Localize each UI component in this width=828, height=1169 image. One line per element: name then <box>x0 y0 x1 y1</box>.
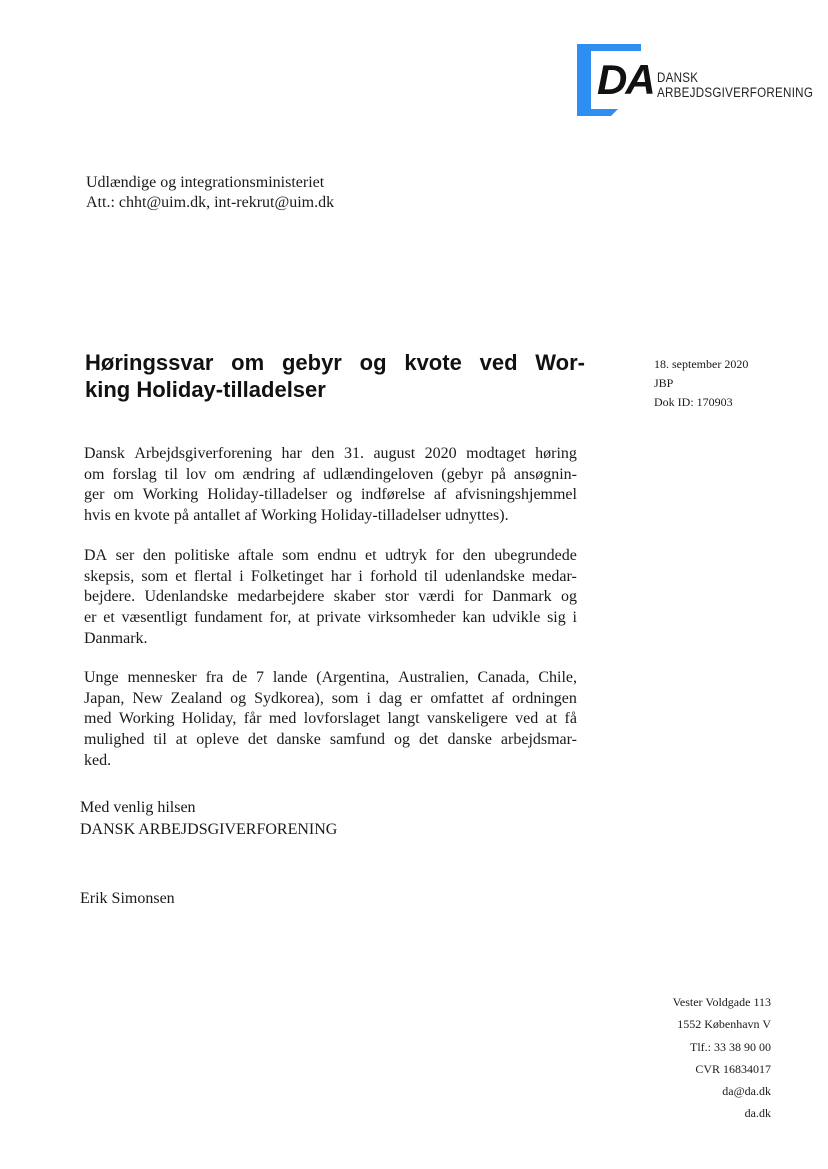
logo-wordmark <box>657 70 813 100</box>
recipient-line-2: Att.: chht@uim.dk, int-rekrut@uim.dk <box>86 194 335 211</box>
paragraph-1-line-1: Dansk Arbejdsgiverforening har den 31. august 2020 modtaget høring <box>84 445 577 462</box>
recipient-address <box>86 173 334 213</box>
paragraph-2-line-5: Danmark. <box>84 629 148 647</box>
paragraph-1-line-4: hvis en kvote på antallet af Working Holiday-tilladelser udnyttes). <box>84 507 509 525</box>
paragraph-3-line-5: ked. <box>84 751 112 769</box>
footer-email: da@da.dk <box>722 1084 771 1099</box>
recipient-line-1: Udlændige og integrationsministeriet <box>86 174 325 191</box>
footer-phone: Tlf.: 33 38 90 00 <box>690 1039 771 1054</box>
logo-name-line1: DANSK <box>657 70 699 85</box>
meta-doc-id: Dok ID: 170903 <box>654 395 733 409</box>
paragraph-3-line-2: Japan, New Zealand og Sydkorea), som i dag er omfattet af ordningen <box>84 689 577 707</box>
footer-street: Vester Voldgade 113 <box>672 995 771 1009</box>
paragraph-1-line-2: om forslag til lov om ændring af udlændingeloven (gebyr på ansøgnin- <box>84 465 577 483</box>
logo-da-letters: DA <box>597 56 654 103</box>
paragraph-3-line-3: med Working Holiday, får med lovforslaget langt vanskeligere ved at få <box>84 710 577 728</box>
paragraph-3-line-1: Unge mennesker fra de 7 lande (Argentina, Australien, Canada, Chile, <box>84 669 577 686</box>
closing-organization: DANSK ARBEJDSGIVERFORENING <box>80 821 338 838</box>
footer-city: 1552 København V <box>677 1017 771 1032</box>
closing-block <box>80 797 337 841</box>
closing-greeting: Med venlig hilsen <box>80 799 196 816</box>
meta-date: 18. september 2020 <box>654 357 749 371</box>
paragraph-2-line-2: skepsis, som et flertal i Folketinget har i forhold til udenlandske medar- <box>84 567 577 585</box>
document-meta <box>654 355 748 412</box>
footer-cvr: CVR 16834017 <box>695 1061 771 1076</box>
footer-contact <box>673 991 771 1125</box>
paragraph-3-line-4: mulighed til at opleve det danske samfund og det danske arbejdsmar- <box>84 731 577 749</box>
paragraph-2-line-1: DA ser den politiske aftale som endnu et udtryk for den ubegrundede <box>84 547 577 564</box>
company-logo <box>577 44 814 118</box>
body-paragraph-3 <box>84 668 577 772</box>
footer-website: da.dk <box>744 1106 771 1121</box>
body-paragraph-1 <box>84 444 577 527</box>
title-line-2: king Holiday-tilladelser <box>85 377 326 402</box>
paragraph-2-line-4: er et væsentligt fundament for, at private virksomheder kan udvikle sig i <box>84 609 577 627</box>
document-title <box>85 349 585 403</box>
paragraph-1-line-3: ger om Working Holiday-tilladelser og indførelse af afvisningshjemmel <box>84 486 577 504</box>
paragraph-2-line-3: bejdere. Udenlandske medarbejdere skaber stor værdi for Danmark og <box>84 588 577 606</box>
meta-initials: JBP <box>654 376 674 390</box>
logo-name-line2: ARBEJDSGIVERFORENING <box>657 85 814 100</box>
signer-name: Erik Simonsen <box>80 890 175 907</box>
title-line-1: Høringssvar om gebyr og kvote ved Wor- <box>85 350 585 375</box>
body-paragraph-2 <box>84 546 577 650</box>
